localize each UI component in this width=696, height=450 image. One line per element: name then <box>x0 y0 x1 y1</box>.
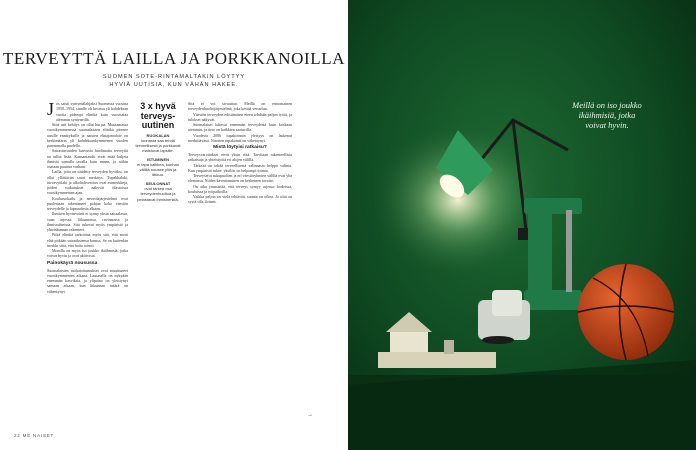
subheading: Mistä löytyisi ratkaisu? <box>213 145 267 150</box>
box-item <box>133 133 183 153</box>
paragraph: Pitkä elinikä tarkoittaa myös sitä, että moni elää pitkään sairauksiensa kanssa. Se on kuitenkin merkki siitä, että hoito toimii. <box>47 232 128 248</box>
paragraph: Lailla, joita on säädetty terveyden hyväksi, on ollut yllättävän suuri merkitys. Tupakkalaki, turvavyölaki ja alkoholiverotus ovat esimerkkejä, joiden vaikutukset näkyvät tilastoissa vuosikymmenten ajan. <box>47 169 128 196</box>
body-column-3 <box>188 101 292 205</box>
box-item <box>133 157 183 177</box>
article-headline: TERVEYTTÄ LAILLA JA PORKKANOILLA <box>2 49 346 68</box>
box-item-lead: SEULONNAT <box>145 181 171 187</box>
box-item <box>133 181 183 201</box>
paragraph: Kouluruokailu ja neuvolajärjestelmä ovat puolestaan rakentaneet pohjaa koko väestön terveydelle jo lapsuudesta alkaen. <box>47 195 128 211</box>
paragraph: Suomalaiset lukevat enemmän terveydestä kuin koskaan aiemmin, ja tieto on kaikkien saatavilla. <box>188 122 292 133</box>
drop-cap: J <box>47 99 55 119</box>
subheading: Painokäyrä nousussa <box>47 260 98 266</box>
paragraph: Vaikka paljon on vielä tehtävää, suunta on oikea. Ja siitä on syytä olla iloinen. <box>188 194 292 205</box>
box-item-text: lounasta saa tehdä terveellisesti ja porkkanat maistuvat lapsille. <box>135 137 181 153</box>
continue-arrow-icon: → <box>307 412 313 418</box>
paragraph: Monilla on myös iso joukko ikäihmisiä, jotka voivat hyvin ja ovat aktiivisia. <box>47 248 128 259</box>
paragraph: Vuodesta 2006 tupakoinnin yleisyys on laskenut merkittävästi. Nuorten tupakointi on vähentynyt. <box>188 132 292 143</box>
subhead-line-1: SUOMEN SOTE-RINTAMALTAKIN LÖYTYY <box>102 74 246 80</box>
paragraph: Terveyserot sukupuolten ja eri väestöryhmien välillä ovat yhä olemassa. Niiden kaventaminen on keskeinen tavoite. <box>188 173 292 184</box>
paragraph: Suomalaisten ruokatottumukset ovat muuttuneet vuosikymmenten aikana. Lautasella on nykyään enemmän kasviksia, ja ylipaino on yleistynyt samaan aikaan, kun liikunnan määrä on vähentynyt. <box>47 267 128 294</box>
paragraph: Sairastuvuuden kasvusta huolimatta terveyttä on tullut lisää. Kansantaudit eivät enää kuljeta ihmisiä samalla tavalla kuin ennen, ja niihin osataan puuttua varhain. <box>47 148 128 169</box>
box-item-text: ovat tärkeä osa terveydenhuoltoa ja pelastavat ihmishenkiä. <box>137 186 179 202</box>
paragraph: Ihmisen hyvinvointi ei synny yksin sairaalassa, vaan arjessa: liikunnassa, ravinnossa ja ihmissuhteissa. Sitä tukevat myös ympäristö ja yhteiskunnan rakenteet. <box>47 211 128 232</box>
sidebar-box <box>133 102 183 206</box>
basketball <box>578 264 674 360</box>
paragraph: Väestön terveyden edistämisen eteen tehdään paljon työtä, ja tulokset näkyvät. <box>188 111 292 122</box>
paragraph: Tärkeää on tehdä terveellisestä valinnasta helppo valinta. Kun ympäristö tukee, yksilön on helpompi toimia. <box>188 162 292 173</box>
article-subhead <box>0 73 348 89</box>
paragraph: On aika ymmärtää, että terveys syntyy arjessa: kodeissa, kouluissa ja työpaikoilla. <box>188 183 292 194</box>
pull-quote: Meillä on iso joukko ikäihmisiä, jotka voivat hyvin. <box>572 100 642 130</box>
box-title: 3 x hyvä terveys-uutinen <box>140 101 176 130</box>
body-column-1 <box>47 101 128 294</box>
paragraph <box>47 101 128 122</box>
box-item-lead: ISTUMINEN <box>147 156 169 162</box>
paragraph: Terveysvaroitukset eivät yksin riitä. Tarvitaan rakenteellisia ratkaisuja ja yhteistyötä eri alojen välillä. <box>188 152 292 163</box>
still-life-photo <box>348 0 696 450</box>
paragraph: Sitä ei voi sivuuttaa. Meillä on erinomainen terveydenhuoltojärjestelmä, joka kestää vertailun. <box>188 101 292 112</box>
box-item-text: ei tapa kaikkea, kunhan välillä nousee ylös ja liikkuu. <box>136 161 180 178</box>
page-folio: 22 ME NAISET <box>14 433 55 438</box>
paragraph: Siitä asti kehitys on ollut hurjaa. Muutamassa vuosikymmenessä suomalaisten elinikä pitenee uusille ennätyksille ja naisten elinajanodote on keskimäärin yli kahdeksankymmenen vuoden paremmalla puolella. <box>47 122 128 148</box>
box-item-lead: RUOKALAN <box>146 132 170 138</box>
subhead-line-2: HYVIÄ UUTISIA, KUN VÄHÄN HAKEE. <box>109 82 239 88</box>
paragraph-text: os saisit syntymälahjaksi Suomessa vuosina 1950–1954, sinulle oli luvassa yli kahdeksan vuotta pidempi elinikä kuin vuosisataa aiemmin syntyneillä. <box>56 101 128 122</box>
